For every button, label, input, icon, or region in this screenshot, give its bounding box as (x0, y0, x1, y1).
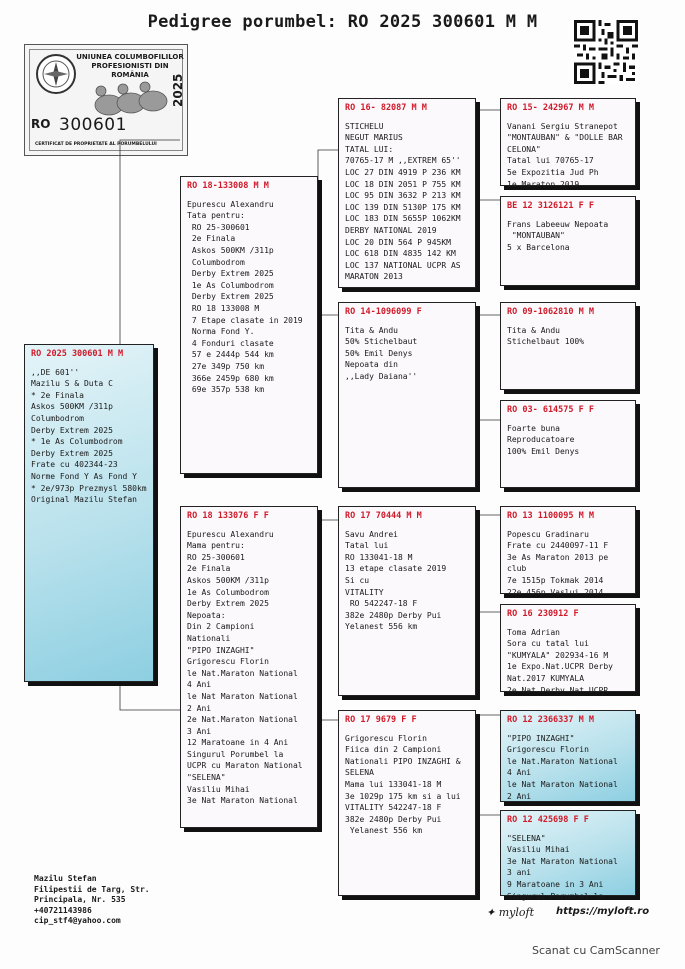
card-line: 2e Nat.Derby Nat.UCPR (507, 685, 609, 695)
card-line: Epurescu Alexandru (187, 199, 274, 209)
card-dds (500, 710, 636, 802)
card-line: Din 2 Campioni (187, 622, 255, 632)
card-sire-sire (338, 98, 476, 288)
card-line: Toma Adrian (507, 627, 560, 637)
card-dam-ring: RO 18 133076 F F (187, 511, 269, 521)
card-line: Mama pentru: (187, 541, 245, 551)
card-sds-ring: RO 09-1062810 M M (507, 307, 594, 317)
card-line: 4 Ani (187, 680, 212, 690)
card-sire-sire-ring: RO 16- 82087 M M (345, 103, 427, 113)
card-ddd-ring: RO 12 425698 F F (507, 815, 589, 825)
card-line: 3e As Maraton 2013 pe (507, 552, 609, 562)
card-line: Mazilu S & Duta C (31, 379, 113, 389)
card-subject (24, 344, 154, 682)
card-line: LOC 27 DIN 4919 P 236 KM (345, 167, 461, 177)
card-line: 1e Expo.Nat.UCPR Derby (507, 662, 613, 672)
card-dss-ring: RO 13 1100095 M M (507, 511, 594, 521)
certificate-ring-number: 300601 (59, 115, 127, 135)
card-line: LOC 95 DIN 3632 P 213 KM (345, 191, 461, 201)
card-line: NEGUT MARIUS (345, 133, 403, 143)
certificate-country: RO (31, 117, 51, 131)
card-line: RO 133041-18 M (345, 552, 413, 562)
card-line: Fiica din 2 Campioni (345, 745, 442, 755)
card-line: Yelanest 556 km (345, 826, 423, 836)
certificate-footer: CERTIFICAT DE PROPRIETATE AL PORUMBELULUI (35, 142, 157, 147)
card-line: Tatal lui 70765-17 (507, 156, 594, 166)
card-line: Epurescu Alexandru (187, 529, 274, 539)
card-line: Singurul Porumbel la (507, 891, 604, 901)
card-line: 4 Fonduri clasate (187, 338, 274, 348)
card-line: Yelanest 556 km (345, 622, 418, 632)
card-line: Derby Extrem 2025 (187, 269, 274, 279)
card-line: Derby Extrem 2025 (31, 425, 113, 435)
card-line: LOC 20 DIN 564 P 945KM (345, 237, 451, 247)
card-line: Derby Extrem 2025 (187, 599, 269, 609)
card-line: RO 542247-18 F (345, 599, 418, 609)
card-line: Tatal lui (345, 541, 389, 551)
card-line: Vasiliu Mihai (187, 784, 250, 794)
card-line: Tita & Andu (345, 325, 398, 335)
card-line: 366e 2459p 680 km (187, 373, 274, 383)
card-line: Savu Andrei (345, 529, 398, 539)
card-line: "PIPO INZAGHI" (507, 733, 575, 743)
card-line: Tata pentru: (187, 211, 245, 221)
card-line: TATAL LUI: (345, 144, 394, 154)
card-subject-body (31, 367, 147, 506)
breeder-address-line2: Principala, Nr. 535 (34, 895, 126, 904)
card-line: LOC 183 DIN 5655P 1062KM (345, 214, 461, 224)
card-line: 2e Finala (187, 564, 231, 574)
card-line: Frate cu 402344-23 (31, 460, 118, 470)
card-line: Norme Fond Y As Fond Y (31, 471, 137, 481)
card-line: Grigorescu Florin (187, 657, 269, 667)
card-dam-sire-body (345, 529, 469, 633)
card-dss (500, 506, 636, 597)
card-sire-dam-ring: RO 14-1096099 F (345, 307, 422, 317)
card-line: LOC 18 DIN 2051 P 755 KM (345, 179, 461, 189)
card-line: 9 Maratoane in 3 Ani (507, 879, 604, 889)
card-line: Foarte buna (507, 423, 560, 433)
breeder-address-line1: Filipestii de Targ, Str. (34, 884, 150, 894)
card-dam-sire (338, 506, 476, 696)
card-line: Stichelbaut 100% (507, 337, 585, 347)
card-line: RO 25-300601 (187, 222, 250, 232)
card-line: 3e 1029p 175 km si a lui (345, 791, 461, 801)
card-sire (180, 176, 318, 474)
card-sdd-ring: RO 03- 614575 F F (507, 405, 594, 415)
card-line: Frans Labeeuw Nepoata (507, 219, 609, 229)
breeder-phone: +40721143986 (34, 905, 92, 915)
card-ssd (500, 196, 636, 286)
card-line: SELENA (345, 768, 374, 778)
card-line: Singurul Porumbel la (187, 749, 284, 759)
card-line: Si cu (345, 575, 370, 585)
card-line: 3 ani (507, 868, 532, 878)
card-line: ,,DE 601'' (31, 367, 80, 377)
card-line: Askos 500KM /311p (187, 575, 269, 585)
card-line: 5 x Barcelona (507, 242, 570, 252)
card-line: 7e 1515p Tokmak 2014 (507, 575, 604, 585)
card-dam (180, 506, 318, 828)
card-line: le Nat Maraton National (507, 779, 618, 789)
card-line: Nepoata: (187, 610, 226, 620)
card-line: 50% Stichelbaut (345, 337, 418, 347)
card-line: 4 Ani (507, 768, 532, 778)
card-line: 7 Etape clasate in 2019 (187, 315, 303, 325)
card-line: 2 Ani (507, 791, 532, 801)
certificate-org-line2: PROFESIONISTI DIN ROMÂNIA (91, 62, 169, 79)
card-line: Vasiliu Mihai (507, 845, 570, 855)
card-line: RO 25-300601 (187, 552, 245, 562)
card-line: 22e 456p Vaslui 2014 (507, 587, 604, 597)
card-line: Askos 500KM /311p (187, 245, 274, 255)
card-line: Mama lui 133041-18 M (345, 779, 442, 789)
card-line: Derby Extrem 2025 (31, 448, 113, 458)
card-line: 2 Ani (187, 703, 212, 713)
card-line: UCPR cu Maraton National (187, 761, 303, 771)
card-line: Nepoata din (345, 360, 398, 370)
card-line: le Nat.Maraton National (507, 756, 618, 766)
card-sss (500, 98, 636, 189)
card-line: 57 e 2444p 544 km (187, 350, 274, 360)
myloft-logo-text: myloft (498, 906, 534, 919)
card-line: * 2e Finala (31, 390, 84, 400)
card-line: Grigorescu Florin (345, 733, 427, 743)
card-line: "MONTAUBAN" (507, 231, 565, 241)
breeder-contact (34, 874, 150, 927)
card-line: club (507, 564, 527, 574)
card-line: 100% Emil Denys (507, 446, 580, 456)
card-line: 50% Emil Denys (345, 348, 413, 358)
card-line: "PIPO INZAGHI" (187, 645, 255, 655)
card-line: "SELENA" (507, 833, 546, 843)
card-line: Nationali (187, 633, 231, 643)
myloft-logo (486, 906, 534, 919)
card-line: 13 etape clasate 2019 (345, 564, 447, 574)
card-line: 3e Nat Maraton National (507, 856, 618, 866)
card-line: Vanani Sergiu Stranepot (507, 121, 618, 131)
card-sire-ring: RO 18-133008 M M (187, 181, 269, 191)
card-dsd (500, 604, 636, 695)
card-line: VITALITY 542247-18 F (345, 803, 442, 813)
card-line: * 2e/973p Prezmysl 580km (31, 483, 147, 493)
card-line: 12 Maratoane in 4 Ani (187, 738, 289, 748)
card-line: Norma Fond Y. (187, 327, 255, 337)
card-line: "MONTAUBAN" & "DOLLE BAR (507, 133, 623, 143)
card-line: 1e As Columbodrom (187, 587, 269, 597)
card-sds (500, 302, 636, 390)
card-line: LOC 618 DIN 4835 142 KM (345, 249, 456, 259)
card-line: 2e Finala (187, 234, 236, 244)
card-line: VITALITY (345, 587, 384, 597)
card-line: Sora cu tatal lui (507, 639, 589, 649)
card-dam-dam-ring: RO 17 9679 F F (345, 715, 417, 725)
card-sire-dam-body (345, 325, 469, 383)
scan-watermark: Scanat cu CamScanner (532, 944, 660, 957)
card-line: 3 Ani (187, 726, 212, 736)
card-line: Columbodrom (31, 413, 84, 423)
card-line: "KUMYALA" 202934-16 M (507, 650, 609, 660)
card-subject-ring: RO 2025 300601 M M (31, 349, 124, 359)
card-line: Tita & Andu (507, 325, 560, 335)
card-line: 70765-17 M ,,EXTREM 65'' (345, 156, 461, 166)
card-line: Reproducatoare (507, 435, 575, 445)
breeder-name: Mazilu Stefan (34, 874, 97, 883)
card-line: 2e Nat.Maraton National (187, 715, 298, 725)
card-line: Original Mazilu Stefan (31, 495, 137, 505)
card-line: Grigorescu Florin (507, 745, 589, 755)
card-line: 3e Nat Maraton National (187, 796, 298, 806)
card-line: Askos 500KM /311p (31, 402, 113, 412)
card-line: le Nat.Maraton National (187, 668, 298, 678)
card-sire-dam (338, 302, 476, 488)
myloft-link[interactable]: https://myloft.ro (556, 906, 650, 917)
card-dam-sire-ring: RO 17 70444 M M (345, 511, 422, 521)
card-ssd-ring: BE 12 3126121 F F (507, 201, 594, 211)
card-dam-body (187, 529, 311, 807)
card-line: Popescu Gradinaru (507, 529, 589, 539)
card-line: LOC 137 NATIONAL UCPR AS (345, 260, 461, 270)
myloft-pigeon-icon: ✦ (486, 906, 496, 919)
card-line: MARATON 2013 (345, 272, 403, 282)
certificate-year: 2025 (171, 73, 185, 107)
card-line: LOC 139 DIN 5130P 175 KM (345, 202, 461, 212)
card-dam-dam-body (345, 733, 469, 837)
card-dds-ring: RO 12 2366337 M M (507, 715, 594, 725)
card-line: 1e Maraton 2019 (507, 179, 580, 189)
certificate-org-line1: UNIUNEA COLUMBOFILILOR (76, 53, 184, 61)
card-sire-sire-body (345, 121, 469, 283)
card-line: * 1e As Columbodrom (31, 437, 123, 447)
card-sss-ring: RO 15- 242967 M M (507, 103, 594, 113)
card-line: ,,Lady Daiana'' (345, 371, 418, 381)
card-line: 27e 349p 750 km (187, 361, 265, 371)
card-line: 382e 2480p Derby Pui (345, 610, 442, 620)
card-sdd (500, 400, 636, 488)
card-sire-body (187, 199, 311, 396)
card-line: 1e As Columbodrom (187, 280, 274, 290)
card-line: 69e 357p 538 km (187, 385, 265, 395)
card-dam-dam (338, 710, 476, 896)
card-line: Frate cu 2440097-11 F (507, 541, 609, 551)
card-line: Nationali PIPO INZAGHI & (345, 756, 461, 766)
card-line: Derby Extrem 2025 (187, 292, 274, 302)
card-line: le Nat Maraton National (187, 691, 298, 701)
page-title: Pedigree porumbel: RO 2025 300601 M M (147, 12, 538, 32)
card-line: DERBY NATIONAL 2019 (345, 225, 437, 235)
card-line: 382e 2480p Derby Pui (345, 814, 442, 824)
card-line: CELONA" (507, 144, 541, 154)
card-dsd-ring: RO 16 230912 F (507, 609, 579, 619)
card-line: STICHELU (345, 121, 384, 131)
card-line: RO 18 133008 M (187, 303, 260, 313)
breeder-email: cip_stf4@yahoo.com (34, 916, 121, 925)
card-ddd (500, 810, 636, 901)
card-line: 5e Expozitia Jud Ph (507, 167, 599, 177)
card-line: Columbodrom (187, 257, 245, 267)
card-line: "SELENA" (187, 773, 226, 783)
card-line: Nat.2017 KUMYALA (507, 673, 585, 683)
